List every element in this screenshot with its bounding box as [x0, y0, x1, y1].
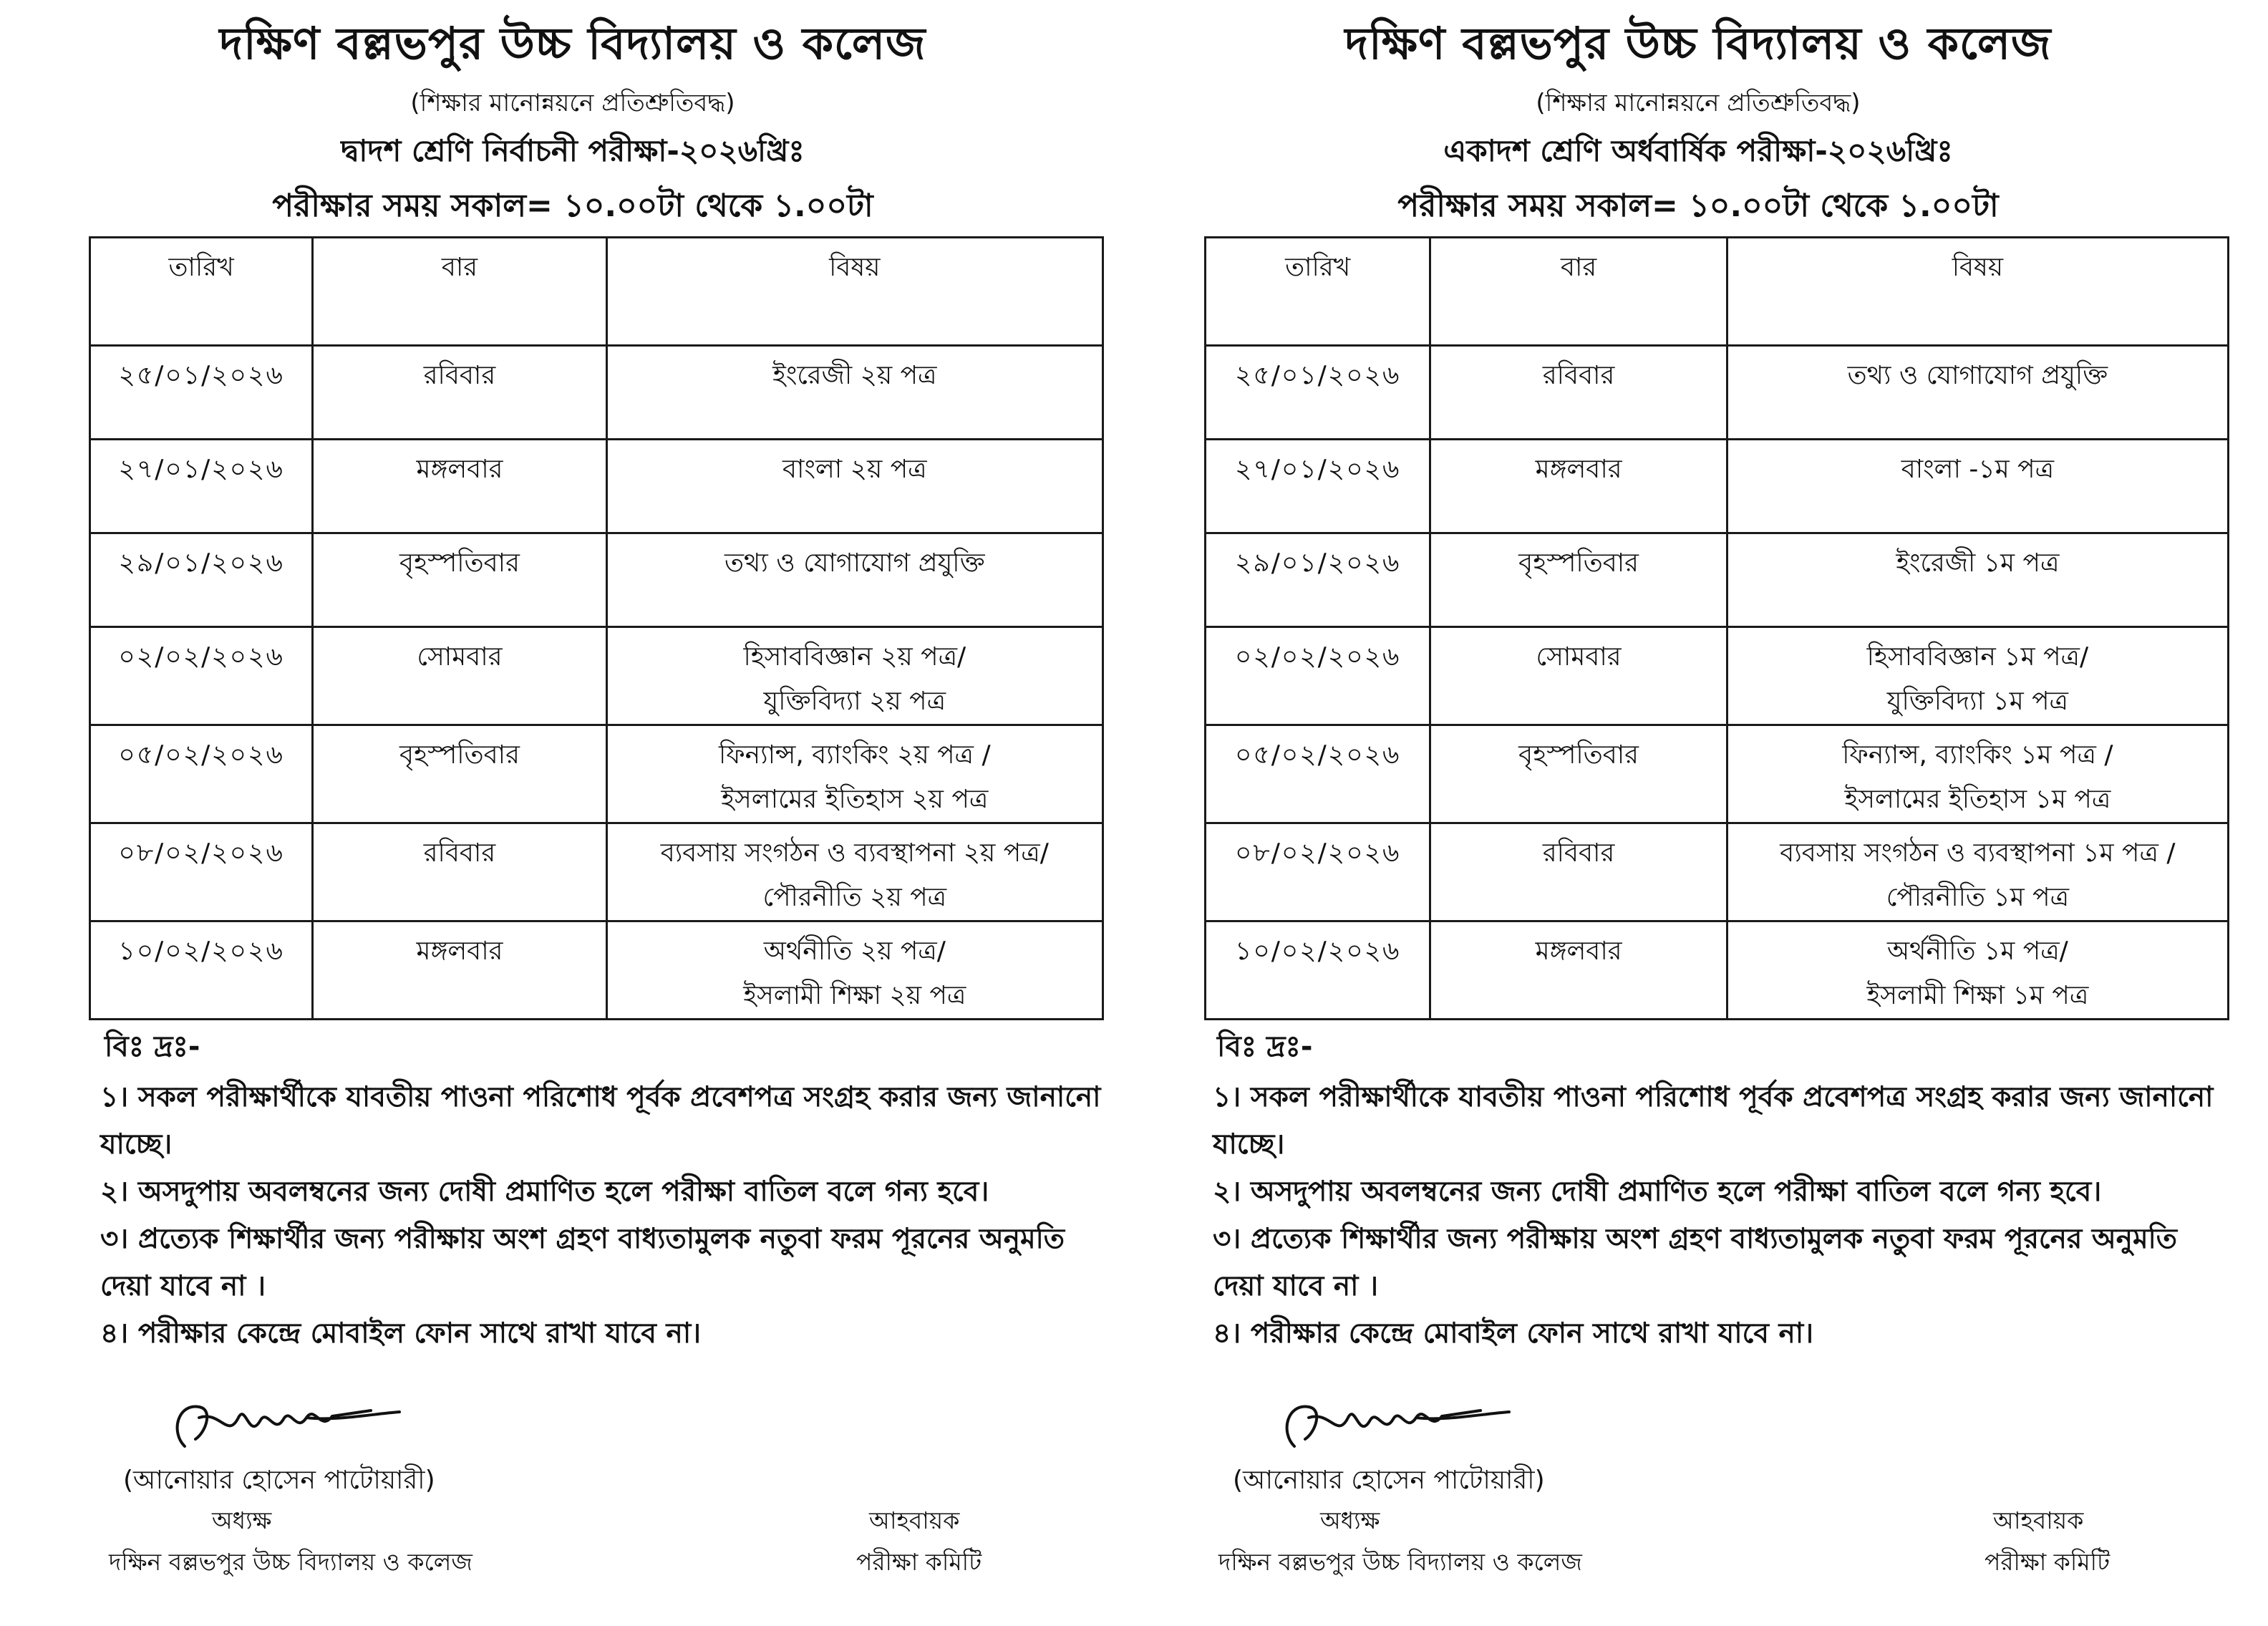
table-header-row — [1206, 238, 2229, 346]
row-date: ২৫/০১/২০২৬ — [90, 346, 313, 440]
subject-line: পৌরনীতি ২য় পত্র — [762, 883, 947, 912]
table-row — [90, 725, 1103, 823]
note-item: ৩। প্রত্যেক শিক্ষার্থীর জন্য পরীক্ষায় অংশ গ্রহণ বাধ্যতামুলক নতুবা ফরম পূরনের অনুমতি দেয়া যাবে না । — [1213, 1223, 2178, 1302]
convener-organization: পরীক্ষা কমিটি — [1984, 1548, 2110, 1576]
institution-title: দক্ষিণ বল্লভপুর উচ্চ বিদ্যালয় ও কলেজ — [1344, 17, 2052, 69]
exam-time: পরীক্ষার সময় সকাল= ১০.০০টা থেকে ১.০০টা — [1397, 188, 1999, 224]
row-day: রবিবার — [313, 823, 606, 921]
note-item: ৪। পরীক্ষার কেন্দ্রে মোবাইল ফোন সাথে রাখা যাবে না। — [100, 1317, 702, 1350]
row-day: বৃহস্পতিবার — [313, 725, 606, 823]
exam-schedule-table — [1204, 236, 2229, 1020]
signature-image — [1266, 1389, 1523, 1468]
subject-line: ইসলামী শিক্ষা ১ম পত্র — [1866, 981, 2089, 1010]
row-date: ২৭/০১/২০২৬ — [90, 440, 313, 533]
notice-class-12 — [0, 0, 1117, 1626]
notes-list — [1213, 1074, 2229, 1358]
signature-image — [156, 1389, 414, 1468]
convener-title: আহবায়ক — [1993, 1506, 2084, 1534]
row-subject — [1727, 440, 2228, 533]
row-date: ০৫/০২/২০২৬ — [1206, 725, 1430, 823]
subject-line: হিসাববিজ্ঞান ২য় পত্র/ — [743, 642, 966, 672]
column-header-day: বার — [1430, 238, 1727, 346]
row-day: রবিবার — [1430, 823, 1727, 921]
row-day: রবিবার — [1430, 346, 1727, 440]
table-row — [90, 440, 1103, 533]
row-day: বৃহস্পতিবার — [1430, 533, 1727, 627]
row-subject — [1727, 533, 2228, 627]
exam-title: একাদশ শ্রেণি অর্ধবার্ষিক পরীক্ষা-২০২৬খ্রিঃ — [1443, 133, 1953, 168]
row-subject — [606, 346, 1102, 440]
row-subject — [606, 627, 1102, 725]
signatory-name: (আনোয়ার হোসেন পাটোয়ারী) — [123, 1466, 435, 1495]
row-day: সোমবার — [313, 627, 606, 725]
row-date: ২৯/০১/২০২৬ — [90, 533, 313, 627]
subject-line: পৌরনীতি ১ম পত্র — [1886, 883, 2070, 912]
table-row — [90, 533, 1103, 627]
row-date: ২৯/০১/২০২৬ — [1206, 533, 1430, 627]
institution-motto: (শিক্ষার মানোন্নয়নে প্রতিশ্রুতিবদ্ধ) — [410, 89, 735, 117]
row-date: ০৮/০২/২০২৬ — [1206, 823, 1430, 921]
convener-organization: পরীক্ষা কমিটি — [856, 1548, 982, 1576]
institution-motto: (শিক্ষার মানোন্নয়নে প্রতিশ্রুতিবদ্ধ) — [1536, 89, 1861, 117]
note-item: ৩। প্রত্যেক শিক্ষার্থীর জন্য পরীক্ষায় অংশ গ্রহণ বাধ্যতামুলক নতুবা ফরম পূরনের অনুমতি দেয়া যাবে না । — [100, 1223, 1065, 1302]
exam-time: পরীক্ষার সময় সকাল= ১০.০০টা থেকে ১.০০টা — [272, 188, 873, 224]
table-row — [1206, 533, 2229, 627]
subject-line: যুক্তিবিদ্যা ১ম পত্র — [1886, 687, 2069, 716]
signatory-name: (আনোয়ার হোসেন পাটোয়ারী) — [1233, 1466, 1545, 1495]
row-subject — [606, 921, 1102, 1020]
row-subject — [606, 725, 1102, 823]
principal-title: অধ্যক্ষ — [1320, 1506, 1380, 1534]
row-day: মঙ্গলবার — [313, 921, 606, 1020]
table-row — [1206, 823, 2229, 921]
row-subject — [1727, 921, 2228, 1020]
subject-line: ইসলামের ইতিহাস ২য় পত্র — [721, 785, 989, 814]
row-day: রবিবার — [313, 346, 606, 440]
subject-line: অর্থনীতি ২য় পত্র/ — [763, 937, 946, 966]
subject-line: তথ্য ও যোগাযোগ প্রযুক্তি — [724, 548, 985, 578]
row-subject — [606, 533, 1102, 627]
row-date: ২৭/০১/২০২৬ — [1206, 440, 1430, 533]
subject-line: তথ্য ও যোগাযোগ প্রযুক্তি — [1847, 361, 2108, 390]
table-row — [1206, 440, 2229, 533]
column-header-subject: বিষয় — [606, 238, 1102, 346]
table-header-row — [90, 238, 1103, 346]
row-day: সোমবার — [1430, 627, 1727, 725]
column-header-date: তারিখ — [90, 238, 313, 346]
row-day: বৃহস্পতিবার — [1430, 725, 1727, 823]
note-item: ১। সকল পরীক্ষার্থীকে যাবতীয় পাওনা পরিশোধ পূর্বক প্রবেশপত্র সংগ্রহ করার জন্য জানানো যাচ্ছে। — [1213, 1081, 2214, 1161]
row-day: মঙ্গলবার — [1430, 440, 1727, 533]
row-subject — [1727, 346, 2228, 440]
note-item: ৪। পরীক্ষার কেন্দ্রে মোবাইল ফোন সাথে রাখা যাবে না। — [1213, 1317, 1814, 1350]
table-row — [1206, 346, 2229, 440]
subject-line: ফিন্যান্স, ব্যাংকিং ১ম পত্র / — [1842, 740, 2113, 770]
subject-line: ইসলামের ইতিহাস ১ম পত্র — [1844, 785, 2111, 814]
row-subject — [1727, 627, 2228, 725]
row-date: ০৫/০২/২০২৬ — [90, 725, 313, 823]
convener-title: আহবায়ক — [869, 1506, 960, 1534]
subject-line: ইসলামী শিক্ষা ২য় পত্র — [743, 981, 966, 1010]
note-item: ২। অসদুপায় অবলম্বনের জন্য দোষী প্রমাণিত হলে পরীক্ষা বাতিল বলে গন্য হবে। — [1213, 1176, 2102, 1208]
principal-organization: দক্ষিন বল্লভপুর উচ্চ বিদ্যালয় ও কলেজ — [1218, 1548, 1582, 1576]
row-subject — [606, 823, 1102, 921]
row-date: ১০/০২/২০২৬ — [90, 921, 313, 1020]
row-subject — [1727, 725, 2228, 823]
row-date: ২৫/০১/২০২৬ — [1206, 346, 1430, 440]
column-header-subject: বিষয় — [1727, 238, 2228, 346]
notes-list — [100, 1074, 1102, 1358]
row-subject — [606, 440, 1102, 533]
table-row — [90, 627, 1103, 725]
institution-title: দক্ষিণ বল্লভপুর উচ্চ বিদ্যালয় ও কলেজ — [219, 17, 926, 69]
row-date: ০৮/০২/২০২৬ — [90, 823, 313, 921]
row-date: ১০/০২/২০২৬ — [1206, 921, 1430, 1020]
table-row — [90, 921, 1103, 1020]
row-day: মঙ্গলবার — [1430, 921, 1727, 1020]
notice-class-11 — [1125, 0, 2242, 1626]
subject-line: বাংলা ২য় পত্র — [782, 455, 927, 484]
subject-line: ইংরেজী ২য় পত্র — [772, 361, 937, 390]
subject-line: ব্যবসায় সংগঠন ও ব্যবস্থাপনা ২য় পত্র/ — [660, 838, 1049, 868]
notes-heading: বিঃ দ্রঃ- — [1217, 1030, 1313, 1063]
table-row — [1206, 627, 2229, 725]
exam-title: দ্বাদশ শ্রেণি নির্বাচনী পরীক্ষা-২০২৬খ্রিঃ — [341, 133, 805, 168]
table-row — [1206, 921, 2229, 1020]
row-date: ০২/০২/২০২৬ — [90, 627, 313, 725]
subject-line: ইংরেজী ১ম পত্র — [1896, 548, 2060, 578]
table-row — [90, 346, 1103, 440]
subject-line: যুক্তিবিদ্যা ২য় পত্র — [763, 687, 946, 716]
principal-title: অধ্যক্ষ — [212, 1506, 272, 1534]
row-date: ০২/০২/২০২৬ — [1206, 627, 1430, 725]
row-day: বৃহস্পতিবার — [313, 533, 606, 627]
subject-line: বাংলা -১ম পত্র — [1901, 455, 2055, 484]
note-item: ২। অসদুপায় অবলম্বনের জন্য দোষী প্রমাণিত হলে পরীক্ষা বাতিল বলে গন্য হবে। — [100, 1176, 989, 1208]
subject-line: ব্যবসায় সংগঠন ও ব্যবস্থাপনা ১ম পত্র / — [1780, 838, 2176, 868]
exam-schedule-table — [89, 236, 1104, 1020]
subject-line: অর্থনীতি ১ম পত্র/ — [1886, 937, 2068, 966]
table-row — [1206, 725, 2229, 823]
column-header-date: তারিখ — [1206, 238, 1430, 346]
table-row — [90, 823, 1103, 921]
notes-heading: বিঃ দ্রঃ- — [105, 1030, 200, 1063]
principal-organization: দক্ষিন বল্লভপুর উচ্চ বিদ্যালয় ও কলেজ — [109, 1548, 472, 1576]
note-item: ১। সকল পরীক্ষার্থীকে যাবতীয় পাওনা পরিশোধ পূর্বক প্রবেশপত্র সংগ্রহ করার জন্য জানানো যাচ্ছে। — [100, 1081, 1101, 1161]
subject-line: হিসাববিজ্ঞান ১ম পত্র/ — [1866, 642, 2089, 672]
subject-line: ফিন্যান্স, ব্যাংকিং ২য় পত্র / — [719, 740, 991, 770]
row-day: মঙ্গলবার — [313, 440, 606, 533]
column-header-day: বার — [313, 238, 606, 346]
row-subject — [1727, 823, 2228, 921]
